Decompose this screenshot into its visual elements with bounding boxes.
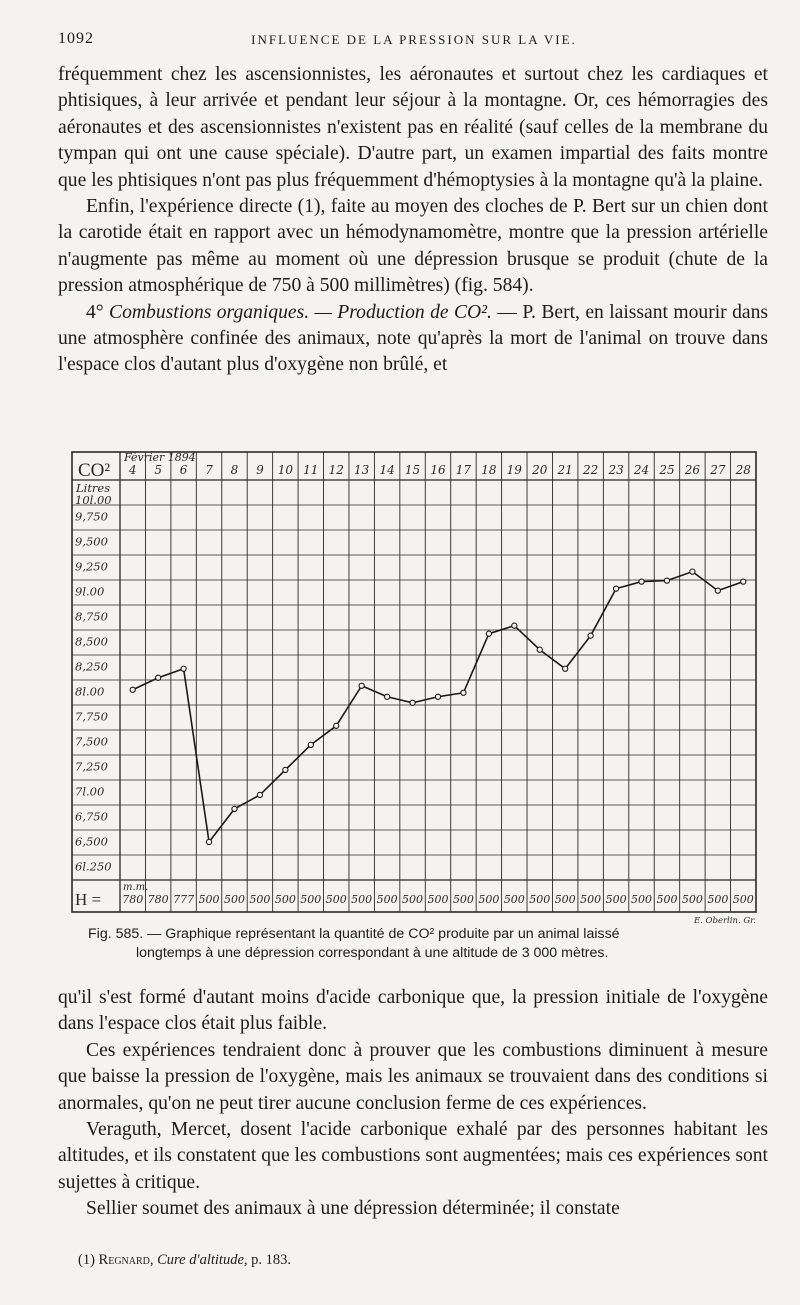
day-label: 15 bbox=[404, 463, 421, 477]
y-tick-label: 9,250 bbox=[75, 559, 108, 574]
day-label: 7 bbox=[205, 463, 213, 477]
pressure-value: 500 bbox=[707, 893, 729, 906]
pressure-value: 500 bbox=[580, 893, 602, 906]
day-label: 18 bbox=[481, 463, 497, 477]
engraver-credit: E. Oberlin. Gr. bbox=[693, 916, 756, 926]
pressure-value: 500 bbox=[351, 893, 373, 906]
footnote-author: Regnard, bbox=[98, 1252, 154, 1268]
data-point bbox=[588, 633, 593, 638]
data-point bbox=[232, 806, 237, 811]
y-tick-label: 9,500 bbox=[75, 534, 108, 549]
data-point bbox=[512, 623, 517, 628]
footnote bbox=[78, 1252, 291, 1269]
section-heading: Combustions organiques. — Production de CO². bbox=[109, 301, 492, 323]
day-label: 25 bbox=[659, 463, 675, 477]
paragraph: Ces expériences tendraient donc à prouver que les combustions diminuent à mesure que baisse la pression de l'oxygène, mais les animaux se trouvaient dans des conditions si anormales, qu'on ne peut tirer aucune conclusion ferme de ces expériences. bbox=[58, 1039, 768, 1114]
co2-series-line bbox=[133, 572, 744, 842]
data-point bbox=[690, 569, 695, 574]
data-point bbox=[156, 675, 161, 680]
y-tick-label: 8,250 bbox=[75, 659, 108, 674]
y-tick-label: 8,500 bbox=[75, 634, 108, 649]
pressure-value: 500 bbox=[681, 893, 703, 906]
chart-series bbox=[130, 569, 746, 845]
y-tick-label: 8,750 bbox=[75, 609, 108, 624]
day-label: 8 bbox=[230, 463, 239, 477]
pressure-value: 780 bbox=[147, 893, 169, 906]
data-point bbox=[486, 631, 491, 636]
figure-label: Fig. 585. bbox=[88, 926, 144, 942]
footnote-title: Cure d'altitude, bbox=[157, 1252, 248, 1268]
day-label: 20 bbox=[532, 463, 548, 477]
pressure-value: 500 bbox=[529, 893, 551, 906]
paragraph: Veraguth, Mercet, dosent l'acide carbonique exhalé par des personnes habitant les altitudes, et ils constatent que les combustions sont augmentées; mais ces expériences sont sujettes à critique. bbox=[58, 1119, 768, 1193]
y-tick-label: 6,500 bbox=[75, 834, 108, 849]
data-point bbox=[257, 792, 262, 797]
chart-frame bbox=[72, 452, 756, 912]
day-label: 12 bbox=[328, 463, 344, 477]
y-tick-label: 7,750 bbox=[75, 709, 108, 724]
day-label: 14 bbox=[379, 463, 395, 477]
pressure-value: 500 bbox=[478, 893, 500, 906]
y-tick-label: 6,750 bbox=[75, 809, 108, 824]
pressure-value: 500 bbox=[325, 893, 347, 906]
pressure-value: 500 bbox=[198, 893, 220, 906]
paragraph: Enfin, l'expérience directe (1), faite au moyen des cloches de P. Bert sur un chien dont la carotide était en rapport avec un hémodynamomètre, montre que la pression artérielle n'augmente pas même au moment où une dépression brusque se produit (chute de la pression atmosphérique de 750 à 500 millimètres) (fig. 584). bbox=[58, 196, 768, 297]
page-number: 1092 bbox=[58, 30, 94, 47]
co2-header-label: CO² bbox=[78, 460, 111, 481]
day-label: 5 bbox=[154, 463, 162, 477]
pressure-value: 500 bbox=[732, 893, 754, 906]
pressure-value: 500 bbox=[452, 893, 474, 906]
pressure-label: H = bbox=[75, 890, 102, 909]
data-point bbox=[715, 588, 720, 593]
day-label: 16 bbox=[430, 463, 446, 477]
data-point bbox=[181, 666, 186, 671]
pressure-value: 500 bbox=[274, 893, 296, 906]
data-point bbox=[130, 687, 135, 692]
y-tick-label: 10l.00 bbox=[75, 493, 112, 507]
day-label: 24 bbox=[633, 463, 650, 477]
pressure-value: 500 bbox=[631, 893, 653, 906]
data-point bbox=[410, 700, 415, 705]
data-point bbox=[461, 690, 466, 695]
paragraph: Sellier soumet des animaux à une dépression déterminée; il constate bbox=[86, 1198, 620, 1220]
pressure-value: 500 bbox=[503, 893, 525, 906]
data-point bbox=[563, 666, 568, 671]
footnote-number: (1) bbox=[78, 1252, 95, 1268]
pressure-value: 780 bbox=[122, 893, 144, 906]
pressure-value: 500 bbox=[554, 893, 576, 906]
day-label: 9 bbox=[256, 463, 264, 477]
y-tick-label: 9l.00 bbox=[75, 584, 105, 599]
day-label: 17 bbox=[455, 463, 472, 477]
pressure-value: 777 bbox=[173, 893, 195, 906]
data-point bbox=[537, 647, 542, 652]
section-number: 4° bbox=[86, 301, 104, 323]
data-point bbox=[741, 579, 746, 584]
footnote-page: p. 183. bbox=[251, 1252, 292, 1268]
day-label: 6 bbox=[179, 463, 188, 477]
data-point bbox=[359, 683, 364, 688]
day-label: 10 bbox=[277, 463, 294, 477]
day-label: 19 bbox=[506, 463, 522, 477]
caption-text: longtemps à une dépression correspondant à une altitude de 3 000 mètres. bbox=[136, 945, 609, 961]
paragraph: qu'il s'est formé d'autant moins d'acide carbonique que, la pression initiale de l'oxygène dans l'espace clos était plus faible. bbox=[58, 987, 768, 1035]
data-point bbox=[308, 742, 313, 747]
data-point bbox=[334, 723, 339, 728]
text-block-bottom bbox=[58, 985, 768, 1223]
data-point bbox=[283, 767, 288, 772]
pressure-value: 500 bbox=[376, 893, 398, 906]
day-label: 26 bbox=[684, 463, 701, 477]
running-title: INFLUENCE DE LA PRESSION SUR LA VIE. bbox=[251, 32, 577, 47]
data-point bbox=[206, 839, 211, 844]
day-label: 11 bbox=[303, 463, 319, 477]
pressure-value: 500 bbox=[605, 893, 627, 906]
y-tick-label: 9,750 bbox=[75, 509, 108, 524]
pressure-value: 500 bbox=[249, 893, 271, 906]
month-label: Février 1894 bbox=[124, 451, 196, 464]
data-point bbox=[639, 579, 644, 584]
data-point bbox=[664, 578, 669, 583]
day-label: 22 bbox=[582, 463, 599, 477]
pressure-value: 500 bbox=[427, 893, 449, 906]
day-label: 13 bbox=[354, 463, 370, 477]
y-tick-label: 7l.00 bbox=[75, 784, 105, 799]
y-tick-label: 6l.250 bbox=[75, 859, 112, 874]
pressure-unit: m.m. bbox=[123, 882, 149, 893]
pressure-value: 500 bbox=[223, 893, 245, 906]
pressure-value: 500 bbox=[300, 893, 322, 906]
paragraph-text: — P. Bert, en laissant mourir dans une atmosphère confinée des animaux, note qu'après la mort de l'animal on trouve dans l'espace clos d'autant plus d'oxygène non brûlé, et bbox=[58, 301, 768, 376]
day-label: 23 bbox=[608, 463, 624, 477]
caption-text: — Graphique représentant la quantité de CO² produite par un animal laissé bbox=[147, 926, 620, 942]
data-point bbox=[435, 694, 440, 699]
pressure-value: 500 bbox=[656, 893, 678, 906]
data-point bbox=[385, 694, 390, 699]
y-tick-label: 8l.00 bbox=[75, 684, 105, 699]
day-label: 21 bbox=[557, 463, 573, 477]
paragraph: fréquemment chez les ascensionnistes, les aéronautes et surtout chez les cardiaques et phtisiques, à leur arrivée et pendant leur séjour à la montagne. Or, ces hémorragies des aéronautes et des ascensionnistes n'existent pas en réalité (sauf celles de la membrane du tympan qui ont une cause spéciale). D'autre part, un examen impartial des faits montre que les phtisiques n'ont pas plus fréquemment d'hémoptysies à la montagne qu'à la plaine. bbox=[58, 64, 768, 191]
data-point bbox=[613, 586, 618, 591]
y-tick-label: 7,500 bbox=[75, 734, 108, 749]
day-label: 4 bbox=[128, 463, 137, 477]
day-label: 28 bbox=[735, 463, 751, 477]
figure-caption bbox=[88, 925, 760, 963]
day-label: 27 bbox=[710, 463, 726, 477]
unit-label: Litres bbox=[76, 481, 111, 495]
pressure-value: 500 bbox=[402, 893, 424, 906]
y-tick-label: 7,250 bbox=[75, 759, 108, 774]
chart-grid bbox=[72, 452, 756, 912]
